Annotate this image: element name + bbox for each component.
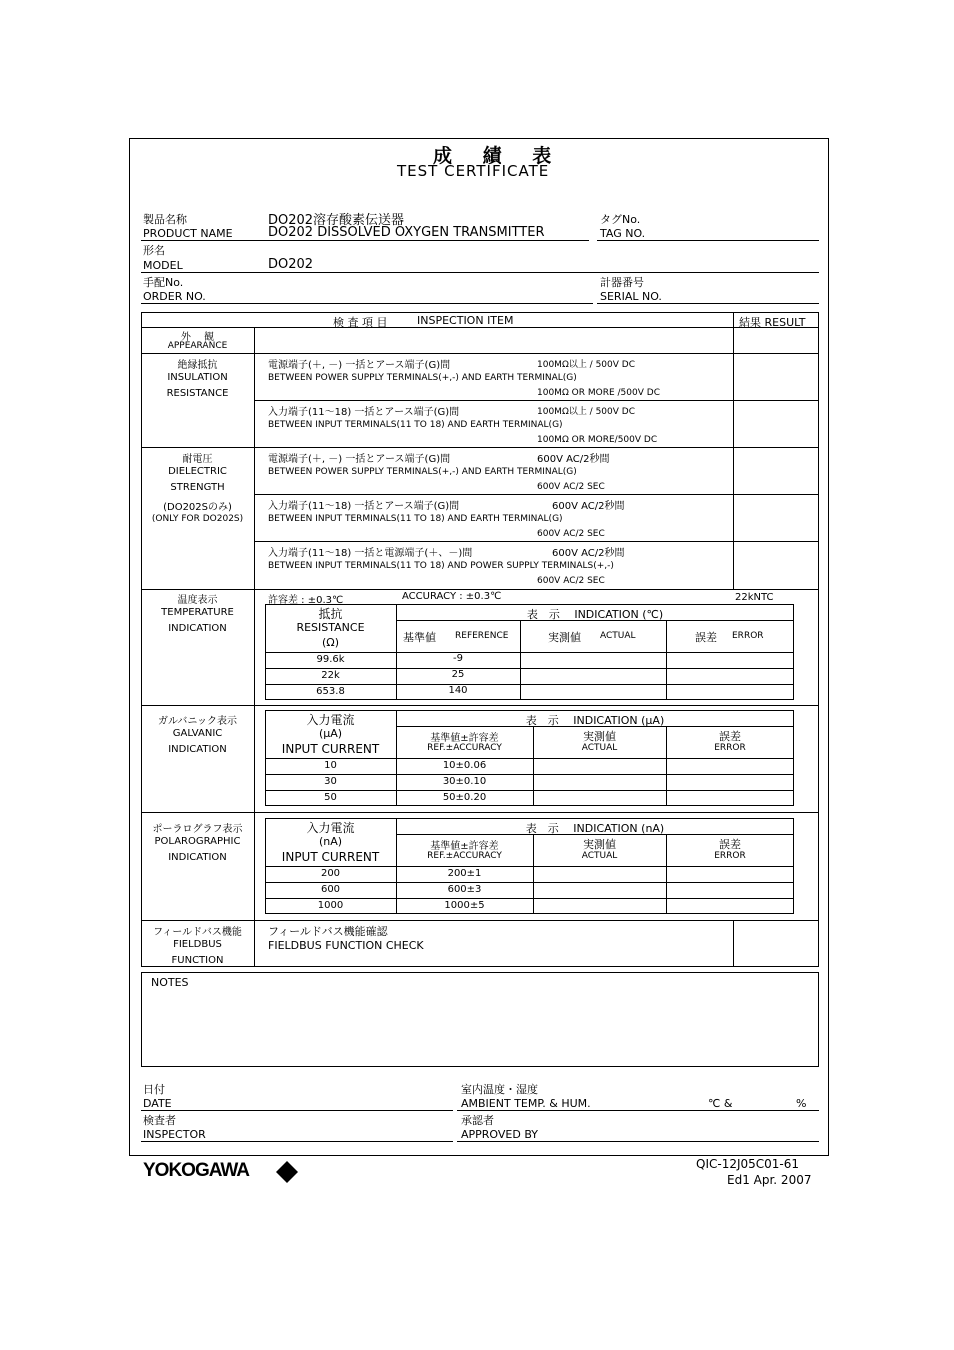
dielectric-l3-val-en: 600V AC/2 SEC bbox=[537, 576, 605, 586]
pol-col-input-en: INPUT CURRENT bbox=[281, 850, 380, 864]
table-row-cell: 30±0.10 bbox=[442, 776, 487, 787]
product-value-jp: DO202溶存酸素伝送器 bbox=[268, 213, 405, 228]
dielectric-l1-val-en: 600V AC/2 SEC bbox=[537, 482, 605, 492]
galv-row-line-1 bbox=[265, 774, 794, 775]
temperature-en2: INDICATION bbox=[168, 623, 227, 634]
temperature-row-line bbox=[141, 705, 819, 706]
galv-col-ref-jp: 基準値±許容差 bbox=[430, 733, 499, 744]
order-label-jp: 手配No. bbox=[143, 276, 184, 289]
ambient-label-en: AMBIENT TEMP. & HUM. bbox=[461, 1097, 591, 1110]
product-underline bbox=[141, 240, 589, 241]
title-jp: 成 績 表 bbox=[433, 145, 564, 167]
dielectric-l3-val: 600V AC/2秒間 bbox=[552, 548, 625, 559]
pol-row-line-0 bbox=[265, 866, 794, 867]
inspector-underline bbox=[141, 1141, 453, 1142]
dielectric-en3: (ONLY FOR DO202S) bbox=[151, 514, 244, 524]
approved-label-jp: 承認者 bbox=[461, 1114, 494, 1127]
table-row-cell: 600 bbox=[320, 884, 341, 895]
serial-underline bbox=[597, 303, 819, 304]
temp-col-resistance-jp: 抵抗 bbox=[318, 607, 343, 621]
item-column-divider bbox=[254, 327, 255, 967]
approved-underline bbox=[457, 1141, 819, 1142]
dielectric-l2-jp: 入力端子(11～18) 一括とアース端子(G)間 bbox=[268, 501, 460, 512]
temp-col-reference-en: REFERENCE bbox=[455, 631, 509, 641]
table-row-cell: 30 bbox=[324, 776, 337, 787]
result-column-divider-fieldbus bbox=[733, 920, 734, 967]
galv-col-ref-en: REF.±ACCURACY bbox=[427, 743, 502, 753]
yokogawa-logo: YOKOGAWA bbox=[143, 1160, 250, 1181]
fieldbus-en2: FUNCTION bbox=[171, 955, 224, 966]
temp-row-line-1 bbox=[265, 668, 794, 669]
appearance-jp: 外 観 bbox=[180, 332, 215, 343]
dielectric-sub-line-1 bbox=[254, 494, 819, 495]
dielectric-jp: 耐電圧 bbox=[182, 454, 213, 465]
temperature-tolerance-en: ACCURACY : ±0.3℃ bbox=[402, 591, 502, 602]
ambient-unit-temp: ℃ & bbox=[708, 1097, 733, 1110]
approved-label-en: APPROVED BY bbox=[461, 1128, 539, 1141]
insulation-l1-jp: 電源端子(＋, －) 一括とアース端子(G)間 bbox=[268, 360, 451, 371]
table-row-cell: -9 bbox=[453, 653, 463, 664]
inspector-label-jp: 検査者 bbox=[143, 1114, 176, 1127]
table-row-cell: 200±1 bbox=[447, 868, 482, 879]
polarographic-en2: INDICATION bbox=[168, 852, 227, 863]
dielectric-en2: STRENGTH bbox=[170, 482, 225, 493]
insulation-en2: RESISTANCE bbox=[166, 388, 229, 399]
polarographic-en1: POLAROGRAPHIC bbox=[154, 836, 241, 847]
order-label-en: ORDER NO. bbox=[143, 290, 206, 303]
order-underline bbox=[141, 303, 593, 304]
product-value-en: DO202 DISSOLVED OXYGEN TRANSMITTER bbox=[268, 225, 545, 240]
date-label-en: DATE bbox=[143, 1097, 172, 1110]
galv-col-input-unit: (μA) bbox=[318, 727, 343, 740]
dielectric-l3-jp: 入力端子(11～18) 一括と電源端子(＋、－)間 bbox=[268, 548, 473, 559]
dielectric-l1-val: 600V AC/2秒間 bbox=[537, 454, 610, 465]
pol-col-error-jp: 誤差 bbox=[719, 838, 741, 851]
pol-col-actual-en: ACTUAL bbox=[581, 851, 618, 861]
temp-col-line-3 bbox=[666, 620, 667, 700]
pol-col-actual-jp: 実測値 bbox=[583, 838, 616, 851]
table-row-cell: 50±0.20 bbox=[442, 792, 487, 803]
table-row-cell: 25 bbox=[451, 669, 465, 680]
dielectric-row-line bbox=[141, 589, 819, 590]
dielectric-l1-en: BETWEEN POWER SUPPLY TERMINALS(+,-) AND EARTH TERMINAL(G) bbox=[268, 467, 577, 477]
product-label-en: PRODUCT NAME bbox=[143, 227, 233, 240]
pol-col-ref-jp: 基準値±許容差 bbox=[430, 841, 499, 852]
table-row-cell: 1000±5 bbox=[444, 900, 485, 911]
fieldbus-en1: FIELDBUS bbox=[173, 939, 222, 950]
appearance-en: APPEARANCE bbox=[167, 341, 228, 351]
temp-col-indication: 表 示 INDICATION (℃) bbox=[526, 608, 664, 621]
date-label-jp: 日付 bbox=[143, 1083, 165, 1096]
doc-number: QIC-12J05C01-61 bbox=[696, 1157, 800, 1171]
galvanic-jp: ガルバニック表示 bbox=[158, 716, 237, 727]
galvanic-row-line bbox=[141, 812, 819, 813]
appearance-row-line bbox=[141, 353, 819, 354]
tag-underline bbox=[597, 240, 819, 241]
table-row-cell: 50 bbox=[324, 792, 337, 803]
table-row-cell: 600±3 bbox=[447, 884, 482, 895]
temperature-jp: 温度表示 bbox=[177, 595, 218, 606]
insulation-l2-en: BETWEEN INPUT TERMINALS(11 TO 18) AND EARTH TERMINAL(G) bbox=[268, 420, 563, 430]
table-row-cell: 10 bbox=[324, 760, 337, 771]
ambient-label-jp: 室内温度・湿度 bbox=[461, 1083, 538, 1096]
fieldbus-jp: フィールドバス機能 bbox=[153, 927, 242, 938]
product-label-jp: 製品名称 bbox=[143, 213, 187, 226]
dielectric-sub-line-2 bbox=[254, 541, 819, 542]
insulation-l1-en: BETWEEN POWER SUPPLY TERMINALS(+,-) AND EARTH TERMINAL(G) bbox=[268, 373, 577, 383]
table-row-cell: 200 bbox=[320, 868, 341, 879]
edition: Ed1 Apr. 2007 bbox=[727, 1173, 812, 1187]
temperature-tolerance-jp: 許容差 : ±0.3℃ bbox=[268, 595, 344, 606]
serial-label-en: SERIAL NO. bbox=[600, 290, 662, 303]
insulation-row-line bbox=[141, 447, 819, 448]
notes-label: NOTES bbox=[151, 976, 189, 989]
model-label-en: MODEL bbox=[143, 259, 183, 272]
insulation-en1: INSULATION bbox=[167, 372, 228, 383]
ambient-underline bbox=[457, 1110, 819, 1111]
serial-label-jp: 計器番号 bbox=[600, 276, 644, 289]
insulation-l1-val: 100MΩ以上 / 500V DC bbox=[537, 360, 635, 370]
insulation-l2-jp: 入力端子(11～18) 一括とアース端子(G)間 bbox=[268, 407, 460, 418]
insulation-sub-line bbox=[254, 400, 819, 401]
galvanic-en1: GALVANIC bbox=[172, 728, 223, 739]
table-row-cell: 1000 bbox=[317, 900, 344, 911]
galv-col-indication: 表 示 INDICATION (μA) bbox=[525, 714, 665, 727]
insulation-l2-val-en: 100MΩ OR MORE/500V DC bbox=[537, 435, 658, 445]
inspection-item-en: INSPECTION ITEM bbox=[417, 314, 514, 327]
fieldbus-check-en: FIELDBUS FUNCTION CHECK bbox=[268, 939, 424, 952]
dielectric-l2-en: BETWEEN INPUT TERMINALS(11 TO 18) AND EARTH TERMINAL(G) bbox=[268, 514, 563, 524]
table-row-cell: 10±0.06 bbox=[442, 760, 487, 771]
inspection-item-jp: 検 査 項 目 bbox=[333, 316, 388, 329]
pol-col-input-jp: 入力電流 bbox=[306, 821, 355, 835]
table-row-cell: 140 bbox=[448, 685, 468, 696]
galv-col-error-jp: 誤差 bbox=[719, 730, 741, 743]
dielectric-l2-val: 600V AC/2秒間 bbox=[552, 501, 625, 512]
model-label-jp: 形名 bbox=[143, 244, 165, 257]
insulation-l1-val-en: 100MΩ OR MORE /500V DC bbox=[537, 388, 660, 398]
pol-col-input-unit: (nA) bbox=[318, 835, 343, 848]
pol-row-line-1 bbox=[265, 882, 794, 883]
galvanic-en2: INDICATION bbox=[168, 744, 227, 755]
dielectric-l1-jp: 電源端子(＋, －) 一括とアース端子(G)間 bbox=[268, 454, 451, 465]
fieldbus-check-jp: フィールドバス機能確認 bbox=[268, 925, 388, 938]
galv-col-error-en: ERROR bbox=[714, 743, 746, 753]
temp-col-line-2 bbox=[520, 620, 521, 700]
temp-row-line-0 bbox=[265, 652, 794, 653]
temp-row-line-2 bbox=[265, 684, 794, 685]
result-header: 結果 RESULT bbox=[739, 316, 806, 329]
ambient-unit-hum: % bbox=[796, 1097, 807, 1110]
temperature-en1: TEMPERATURE bbox=[161, 607, 234, 618]
pol-row-line-2 bbox=[265, 898, 794, 899]
pol-col-indication: 表 示 INDICATION (nA) bbox=[525, 822, 665, 835]
galv-row-line-0 bbox=[265, 758, 794, 759]
dielectric-l3-en: BETWEEN INPUT TERMINALS(11 TO 18) AND POWER SUPPLY TERMINALS(+,-) bbox=[268, 561, 614, 571]
temperature-sensor: 22kNTC bbox=[735, 592, 774, 603]
galv-row-line-2 bbox=[265, 790, 794, 791]
inspector-label-en: INSPECTOR bbox=[143, 1128, 206, 1141]
galv-col-actual-en: ACTUAL bbox=[581, 743, 618, 753]
diamond-icon bbox=[276, 1161, 298, 1183]
galv-col-actual-jp: 実測値 bbox=[583, 730, 616, 743]
model-value: DO202 bbox=[268, 257, 314, 272]
temp-col-error-en: ERROR bbox=[732, 631, 764, 641]
temp-col-actual-en: ACTUAL bbox=[600, 631, 636, 641]
notes-box bbox=[141, 972, 819, 1067]
dielectric-jp2: (DO202Sのみ) bbox=[163, 502, 232, 513]
galv-col-input-jp: 入力電流 bbox=[306, 713, 355, 727]
dielectric-l2-val-en: 600V AC/2 SEC bbox=[537, 529, 605, 539]
temp-col-error-jp: 誤差 bbox=[695, 631, 717, 644]
galv-col-input-en: INPUT CURRENT bbox=[281, 742, 380, 756]
temp-col-resistance-en: RESISTANCE bbox=[296, 621, 365, 634]
temp-col-actual-jp: 実測値 bbox=[548, 631, 581, 644]
pol-col-ref-en: REF.±ACCURACY bbox=[427, 851, 502, 861]
pol-col-error-en: ERROR bbox=[714, 851, 746, 861]
tag-label-jp: タグNo. bbox=[600, 213, 641, 226]
table-row-cell: 99.6k bbox=[316, 654, 345, 665]
table-row-cell: 653.8 bbox=[316, 686, 345, 697]
temp-col-resistance-unit: (Ω) bbox=[322, 636, 339, 649]
model-underline bbox=[141, 272, 819, 273]
temp-col-reference-jp: 基準値 bbox=[403, 631, 436, 644]
title-en: TEST CERTIFICATE bbox=[397, 162, 550, 180]
table-row-cell: 22k bbox=[321, 670, 340, 681]
insulation-jp: 絶縁抵抗 bbox=[177, 360, 218, 371]
dielectric-en1: DIELECTRIC bbox=[168, 466, 227, 477]
tag-label-en: TAG NO. bbox=[600, 227, 646, 240]
polarographic-jp: ポーラログラフ表示 bbox=[152, 824, 243, 835]
polarographic-row-line bbox=[141, 920, 819, 921]
insulation-l2-val: 100MΩ以上 / 500V DC bbox=[537, 407, 635, 417]
date-underline bbox=[141, 1110, 453, 1111]
